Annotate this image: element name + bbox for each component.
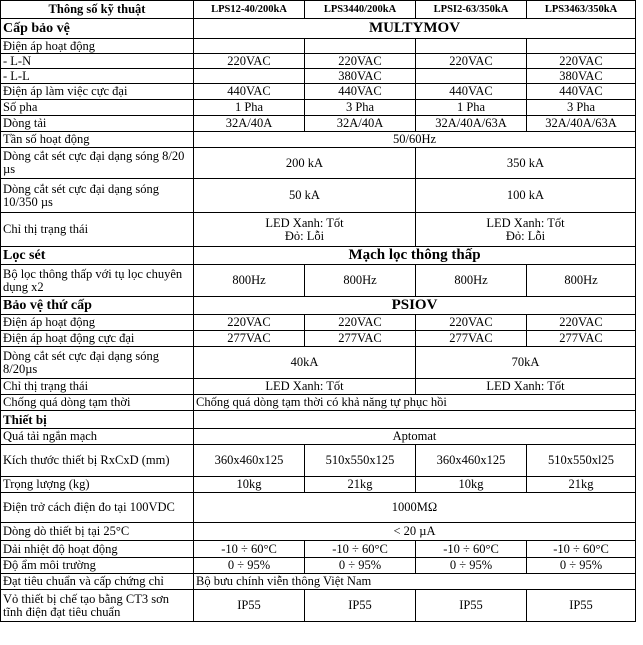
- table-row: [1, 477, 636, 493]
- cell: LED Xanh: Tốt: [416, 379, 636, 395]
- section-label: Lọc sét: [1, 247, 194, 265]
- cell: 0 ÷ 95%: [305, 558, 416, 574]
- row-label: Điện áp làm việc cực đại: [1, 84, 194, 100]
- header-model: LPS3440/200kA: [305, 1, 416, 19]
- cell: 3 Pha: [305, 100, 416, 116]
- cell: 380VAC: [527, 69, 636, 84]
- row-label: Quá tải ngắn mạch: [1, 429, 194, 445]
- cell: 3 Pha: [527, 100, 636, 116]
- cell: 440VAC: [527, 84, 636, 100]
- cell: 220VAC: [416, 315, 527, 331]
- table-row: [1, 265, 636, 297]
- cell: < 20 µA: [194, 523, 636, 541]
- row-label: Dòng cắt sét cực đại dạng sóng 10/350 µs: [1, 179, 194, 213]
- row-label: - L-L: [1, 69, 194, 84]
- cell: 32A/40A/63A: [416, 116, 527, 132]
- row-label: Điện áp hoạt động: [1, 39, 194, 54]
- cell: 800Hz: [527, 265, 636, 297]
- cell: -10 ÷ 60°C: [194, 541, 305, 558]
- cell: IP55: [305, 590, 416, 622]
- status-line: LED Xanh: Tốt: [265, 215, 344, 230]
- row-label: Bộ lọc thông thấp với tụ lọc chuyên dụng x2: [1, 265, 194, 297]
- cell: 510x550x125: [305, 445, 416, 477]
- section-title: Mạch lọc thông thấp: [194, 247, 636, 265]
- row-label: Trọng lượng (kg): [1, 477, 194, 493]
- table-row: [1, 132, 636, 148]
- section-label: Bảo vệ thứ cấp: [1, 297, 194, 315]
- cell: 277VAC: [527, 331, 636, 347]
- cell: 220VAC: [305, 54, 416, 69]
- cell: 277VAC: [194, 331, 305, 347]
- table-row: [1, 558, 636, 574]
- cell: LED Xanh: Tốt: [194, 379, 416, 395]
- cell: [194, 69, 305, 84]
- cell: 220VAC: [527, 54, 636, 69]
- table-row: [1, 445, 636, 477]
- table-row: [1, 523, 636, 541]
- table-row: [1, 116, 636, 132]
- cell: Bộ bưu chính viễn thông Việt Nam: [194, 574, 636, 590]
- table-row: [1, 148, 636, 179]
- status-line: LED Xanh: Tốt: [486, 215, 565, 230]
- cell: IP55: [194, 590, 305, 622]
- cell: 0 ÷ 95%: [194, 558, 305, 574]
- cell: [416, 69, 527, 84]
- cell: 380VAC: [305, 69, 416, 84]
- cell: -10 ÷ 60°C: [527, 541, 636, 558]
- cell: 21kg: [305, 477, 416, 493]
- cell: 220VAC: [527, 315, 636, 331]
- cell: -10 ÷ 60°C: [416, 541, 527, 558]
- cell: 440VAC: [416, 84, 527, 100]
- table-row: [1, 379, 636, 395]
- row-label: Dải nhiệt độ hoạt động: [1, 541, 194, 558]
- row-label: Vỏ thiết bị chế tạo bằng CT3 sơn tĩnh điện đạt tiêu chuẩn: [1, 590, 194, 622]
- table-row: [1, 493, 636, 523]
- row-label: Dòng dò thiết bị tại 25°C: [1, 523, 194, 541]
- cell: [194, 213, 416, 247]
- header-model: LPS3463/350kA: [527, 1, 636, 19]
- cell: 32A/40A/63A: [527, 116, 636, 132]
- cell: 510x550xl25: [527, 445, 636, 477]
- row-label: Độ ẩm môi trường: [1, 558, 194, 574]
- status-line: Đỏ: Lỗi: [284, 228, 325, 243]
- cell: [527, 39, 636, 54]
- table-row: [1, 395, 636, 411]
- header-spec: Thông số kỹ thuật: [1, 1, 194, 19]
- cell: 0 ÷ 95%: [416, 558, 527, 574]
- row-label: Chỉ thị trạng thái: [1, 213, 194, 247]
- cell: 440VAC: [194, 84, 305, 100]
- section-row-secondary: [1, 297, 636, 315]
- cell: 1 Pha: [194, 100, 305, 116]
- cell: 360x460x125: [194, 445, 305, 477]
- row-label: Điện trở cách điện đo tại 100VDC: [1, 493, 194, 523]
- cell: 70kA: [416, 347, 636, 379]
- cell: 100 kA: [416, 179, 636, 213]
- table-row: [1, 429, 636, 445]
- row-label: Đạt tiêu chuẩn và cấp chứng chỉ: [1, 574, 194, 590]
- cell: 21kg: [527, 477, 636, 493]
- cell: 360x460x125: [416, 445, 527, 477]
- table-row: [1, 69, 636, 84]
- row-label: Số pha: [1, 100, 194, 116]
- row-label: Điện áp hoạt động cực đại: [1, 331, 194, 347]
- section-title: MULTYMOV: [194, 19, 636, 39]
- cell: 220VAC: [416, 54, 527, 69]
- cell: [305, 39, 416, 54]
- row-label: Dòng cắt sét cực đại dạng sóng 8/20µs: [1, 347, 194, 379]
- cell: 200 kA: [194, 148, 416, 179]
- table-row: [1, 54, 636, 69]
- row-label: Dòng tải: [1, 116, 194, 132]
- cell: [194, 411, 636, 429]
- row-label: - L-N: [1, 54, 194, 69]
- row-label: Chỉ thị trạng thái: [1, 379, 194, 395]
- table-row: [1, 39, 636, 54]
- table-row: [1, 590, 636, 622]
- cell: 50 kA: [194, 179, 416, 213]
- section-label: Cấp bảo vệ: [1, 19, 194, 39]
- cell: 277VAC: [305, 331, 416, 347]
- section-label: Thiết bị: [1, 411, 194, 429]
- section-row-filter: [1, 247, 636, 265]
- row-label: Chống quá dòng tạm thời: [1, 395, 194, 411]
- cell: 10kg: [194, 477, 305, 493]
- cell: 0 ÷ 95%: [527, 558, 636, 574]
- cell: 32A/40A: [305, 116, 416, 132]
- cell: 800Hz: [416, 265, 527, 297]
- cell: 40kA: [194, 347, 416, 379]
- cell: 800Hz: [194, 265, 305, 297]
- cell: 32A/40A: [194, 116, 305, 132]
- cell: [194, 39, 305, 54]
- cell: 440VAC: [305, 84, 416, 100]
- row-label: Dòng cắt sét cực đại dạng sóng 8/20 µs: [1, 148, 194, 179]
- section-row-device: [1, 411, 636, 429]
- table-row: [1, 179, 636, 213]
- cell: [416, 213, 636, 247]
- status-line: Đỏ: Lỗi: [505, 228, 546, 243]
- table-row: [1, 213, 636, 247]
- section-title: PSIOV: [194, 297, 636, 315]
- cell: 277VAC: [416, 331, 527, 347]
- table-row: [1, 347, 636, 379]
- cell: -10 ÷ 60°C: [305, 541, 416, 558]
- table-row: [1, 574, 636, 590]
- cell: 220VAC: [194, 54, 305, 69]
- header-model: LPSI2-63/350kA: [416, 1, 527, 19]
- cell: 800Hz: [305, 265, 416, 297]
- header-model: LPS12-40/200kA: [194, 1, 305, 19]
- cell: 220VAC: [305, 315, 416, 331]
- section-row-protection: [1, 19, 636, 39]
- cell: 50/60Hz: [194, 132, 636, 148]
- cell: 350 kA: [416, 148, 636, 179]
- cell: IP55: [527, 590, 636, 622]
- table-row: [1, 84, 636, 100]
- table-row: [1, 541, 636, 558]
- table-row: [1, 331, 636, 347]
- cell: Chống quá dòng tạm thời có khả năng tự phục hồi: [194, 395, 636, 411]
- header-row: [1, 1, 636, 19]
- row-label: Điện áp hoạt động: [1, 315, 194, 331]
- cell: [416, 39, 527, 54]
- row-label: Kích thước thiết bị RxCxD (mm): [1, 445, 194, 477]
- cell: 10kg: [416, 477, 527, 493]
- cell: IP55: [416, 590, 527, 622]
- cell: 1000MΩ: [194, 493, 636, 523]
- cell: 1 Pha: [416, 100, 527, 116]
- cell: 220VAC: [194, 315, 305, 331]
- table-row: [1, 100, 636, 116]
- table-row: [1, 315, 636, 331]
- cell: Aptomat: [194, 429, 636, 445]
- row-label: Tần số hoạt động: [1, 132, 194, 148]
